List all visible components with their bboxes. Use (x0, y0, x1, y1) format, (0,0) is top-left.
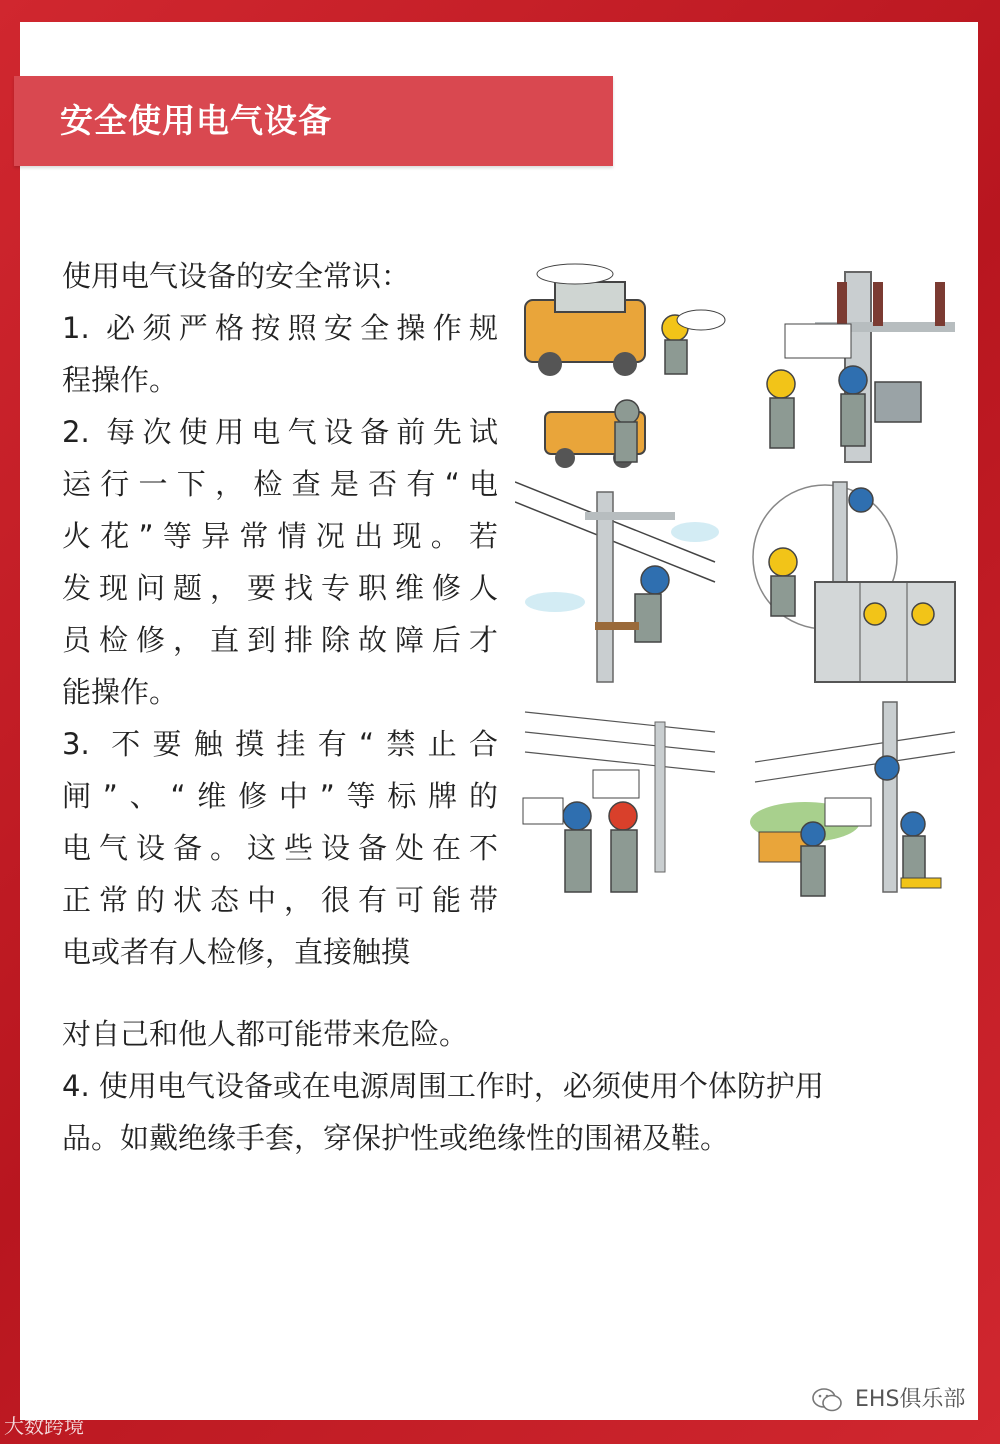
item2-line: 2. 每次使用电气设备前先试 (62, 415, 498, 449)
left-column-text (62, 250, 498, 978)
truck-scene-illustration (525, 264, 725, 376)
switchgear-scene-illustration (753, 482, 955, 682)
wechat-account-name: EHS俱乐部 (855, 1387, 966, 1412)
item2-line: 发现问题，要找专职维修人 (62, 571, 498, 605)
item2-line: 火花”等异常情况出现。若 (62, 519, 498, 553)
item3-continuation: 对自己和他人都可能带来危险。 (62, 1017, 469, 1051)
insulator-scene-illustration (767, 272, 955, 462)
maintenance-scene-illustration (750, 702, 955, 896)
wechat-watermark (812, 1380, 965, 1420)
item2-line: 运行一下，检查是否有“电 (62, 467, 498, 501)
source-watermark-text: 大数跨境 (4, 1414, 84, 1438)
power-line-scene-illustration (523, 712, 715, 892)
source-watermark (0, 1408, 84, 1444)
item3-line: 正常的状态中，很有可能带 (62, 883, 498, 917)
truck-scene-illustration (545, 400, 645, 468)
title-banner (14, 76, 613, 166)
intro-text: 使用电气设备的安全常识： (62, 259, 411, 293)
item2-line: 能操作。 (62, 675, 179, 709)
item3-line: 闸”、“维修中”等标牌的 (62, 779, 498, 813)
item3-line: 3. 不要触摸挂有“禁止合 (62, 727, 498, 761)
item1-line: 1. 必须严格按照安全操作规 (62, 311, 498, 345)
item3-line: 电或者有人检修，直接触摸 (62, 935, 411, 969)
item4-line: 4. 使用电气设备或在电源周围工作时，必须使用个体防护用 (62, 1069, 824, 1103)
wechat-icon (812, 1388, 842, 1412)
item1-line: 程操作。 (62, 363, 179, 397)
item2-line: 员检修，直到排除故障后才 (62, 623, 498, 657)
item4-line: 品。如戴绝缘手套，穿保护性或绝缘性的围裙及鞋。 (62, 1121, 730, 1155)
page-title: 安全使用电气设备 (60, 101, 332, 140)
electrical-safety-illustration (515, 262, 963, 912)
bottom-text (62, 1008, 962, 1164)
item3-line: 电气设备。这些设备处在不 (62, 831, 498, 865)
pole-climbing-illustration (515, 482, 719, 682)
